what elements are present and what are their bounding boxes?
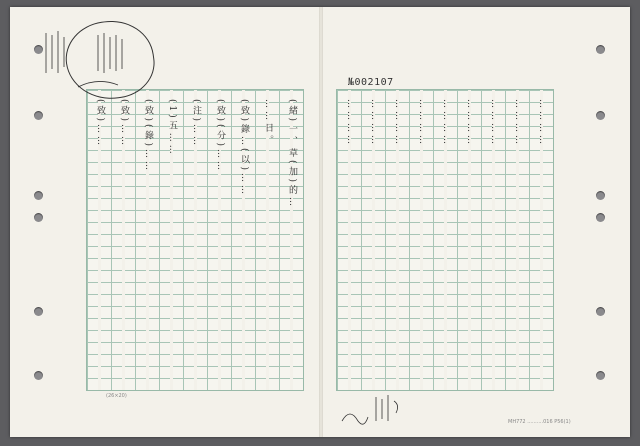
binder-hole [34,307,43,316]
handwriting-column: ……日。 [263,99,273,147]
handwriting-column: ………… [345,99,355,147]
handwriting-column: ………… [513,99,523,147]
handwriting-column: (注)…… [191,99,201,149]
binder-hole [34,191,43,200]
handwriting-column: (致)(錄)…… [143,99,153,174]
manuscript-sheet [10,7,630,437]
binder-hole [596,191,605,200]
handwriting-column: ………… [417,99,427,147]
handwriting-column: ………… [537,99,547,147]
binder-hole [596,45,605,54]
paper-maker-mark: (26×20) [106,393,127,399]
handwriting-column: (1)五…… [167,99,177,157]
handwriting-column: ………… [489,99,499,147]
margin-scribble-icon [34,25,154,95]
archive-code: MH772 ..........016 P56(1) [508,419,571,425]
handwriting-column: ………… [369,99,379,147]
handwriting-column: ………… [465,99,475,147]
serial-number: №002107 [348,77,394,88]
binder-hole [34,111,43,120]
binder-hole [596,371,605,380]
binder-hole [596,213,605,222]
binder-hole [34,213,43,222]
binder-hole [34,371,43,380]
handwriting-column: (緒)一、草(加)的… [287,99,297,210]
handwriting-column: ………… [441,99,451,147]
binder-hole [596,111,605,120]
margin-signature-icon [336,391,406,431]
handwriting-column: (致)(分)…… [215,99,225,174]
handwriting-column: (致)錄…(以)…… [239,99,249,198]
handwriting-column: (致)…… [119,99,129,149]
center-fold [319,7,323,437]
handwriting-column: (致)…… [95,99,105,149]
handwriting-column: ………… [393,99,403,147]
binder-hole [596,307,605,316]
